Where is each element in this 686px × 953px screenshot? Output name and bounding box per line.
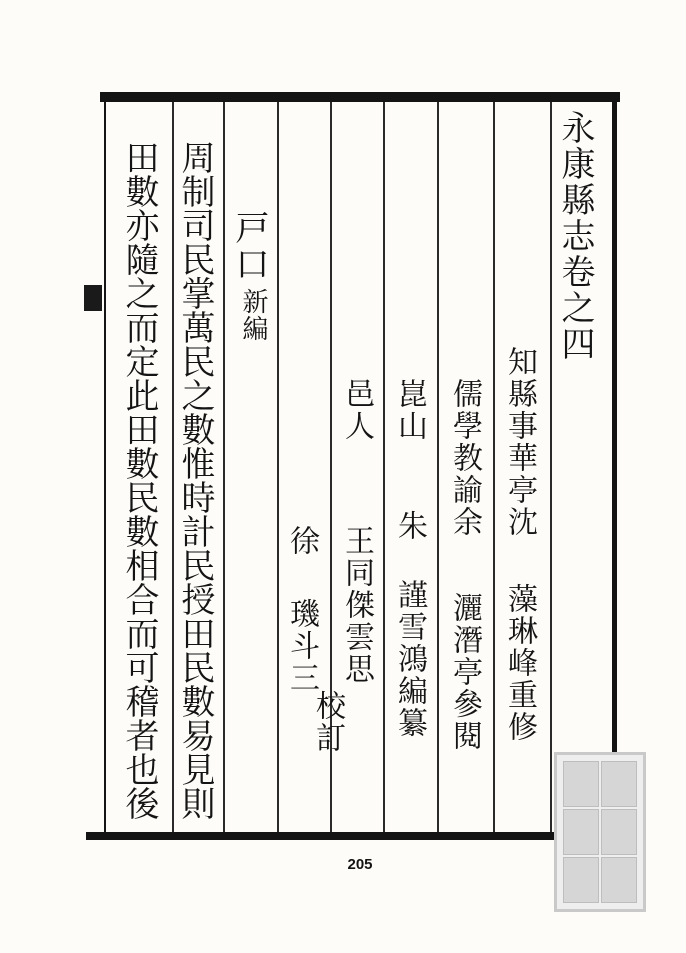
- body-line-1: 周制司民掌萬民之數惟時計民授田民數易見則: [175, 140, 215, 820]
- credit-name-1: 藻琳峰重修: [502, 583, 537, 743]
- left-border: [104, 100, 106, 832]
- seal-text: [557, 755, 558, 756]
- right-border: [612, 92, 617, 837]
- credit-role-5: 徐: [284, 525, 319, 557]
- column-divider: [437, 102, 439, 832]
- credit-name-3: 朱 謹雪鴻編纂: [392, 510, 427, 739]
- column-divider: [383, 102, 385, 832]
- credit-role-1: 知縣事華亭沈: [502, 346, 537, 538]
- credit-name-2: 灑潛亭參閱: [447, 592, 482, 752]
- page-number: 205: [347, 856, 373, 873]
- facing-page-fishtail: [84, 285, 102, 311]
- body-line-2: 田數亦隨之而定此田數民數相合而可稽者也後: [119, 140, 159, 820]
- credit-role-4: 邑人: [339, 378, 374, 442]
- book-title: 永康縣志卷之四: [555, 110, 595, 362]
- credit-name-5: 璣斗三: [284, 598, 319, 694]
- section-note: 新編: [238, 288, 268, 342]
- credit-name-4: 王同傑雲思: [339, 525, 374, 685]
- credit-role-3: 崑山: [392, 378, 427, 442]
- column-divider: [223, 102, 225, 832]
- bottom-border: [86, 832, 620, 840]
- library-seal: [554, 752, 646, 912]
- proofread-label: 校訂: [310, 690, 345, 754]
- column-divider: [550, 102, 552, 832]
- column-divider: [172, 102, 174, 832]
- column-divider: [277, 102, 279, 832]
- section-title: 戸口: [229, 210, 269, 282]
- credit-role-2: 儒學教諭余: [447, 378, 482, 538]
- column-divider: [493, 102, 495, 832]
- top-border: [100, 92, 620, 102]
